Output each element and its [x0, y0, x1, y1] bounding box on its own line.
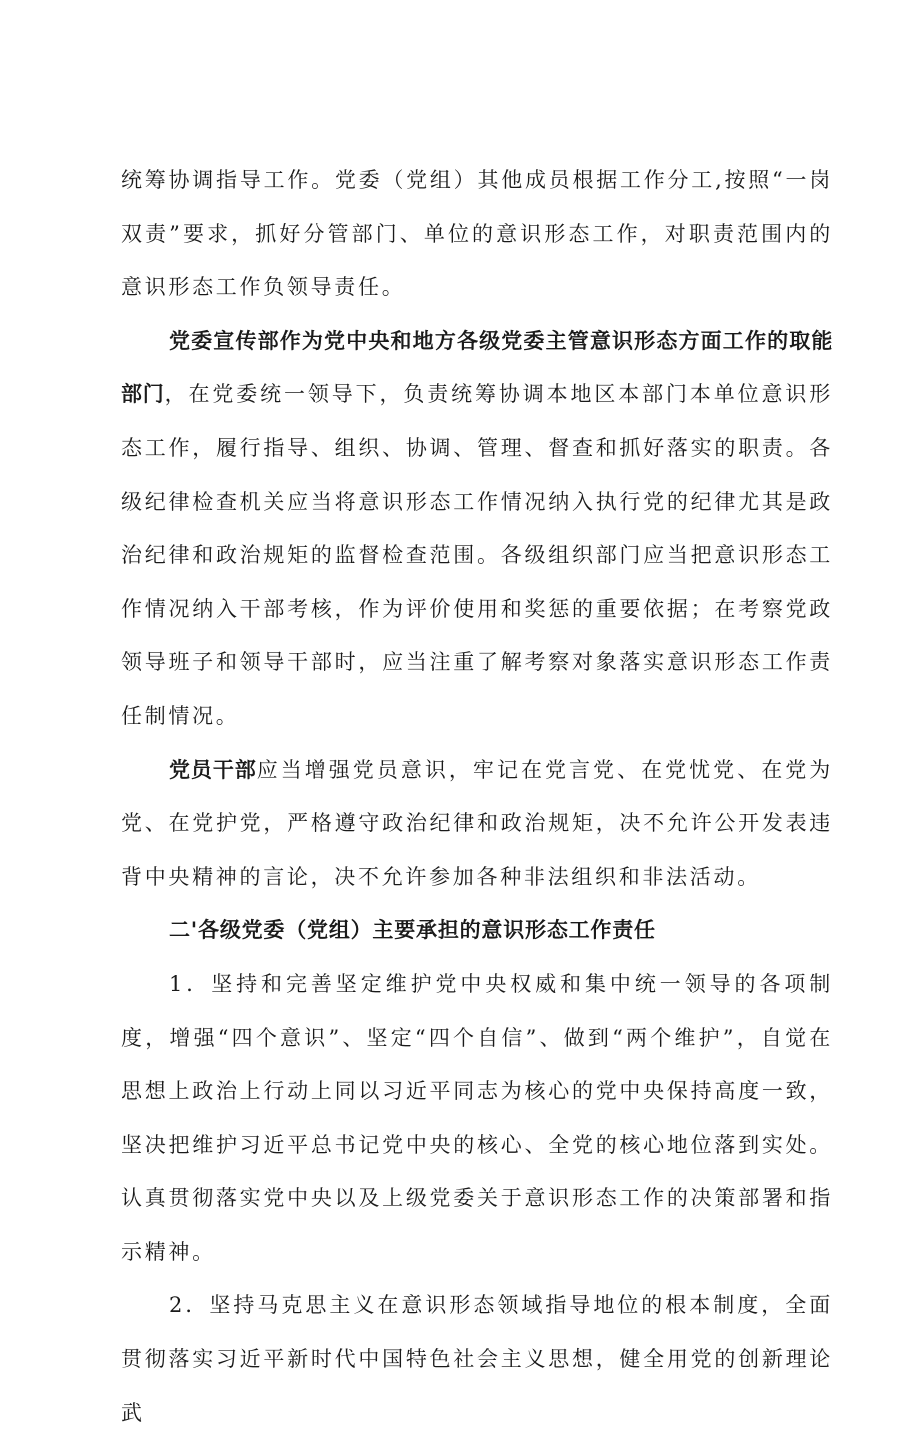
paragraph-lead-bold: 党委宣传部作为党中央和地方各级党委主管意识形态方面工作的取能部门	[121, 328, 833, 407]
paragraph-text: 统筹协调指导工作。党委（党组）其他成员根据工作分工,按照“一岗双责”要求，抓好分管部门、单位的意识形态工作，对职责范围内的意识形态工作负领导责任。	[121, 168, 833, 300]
paragraph-continuation	[121, 154, 833, 315]
paragraph-text: 应当增强党员意识，牢记在党言党、在党忧党、在党为党、在党护党，严格遵守政治纪律和政治规矩，决不允许公开发表违背中央精神的言论，决不允许参加各种非法组织和非法活动。	[121, 757, 833, 889]
paragraph-party-cadres	[121, 744, 833, 905]
section-heading: 二'各级党委（党组）主要承担的意识形态工作责任	[169, 918, 656, 943]
paragraph-lead-bold: 党员干部	[169, 757, 257, 782]
document-body	[121, 154, 833, 1440]
paragraph-text: ，在党委统一领导下，负责统筹协调本地区本部门本单位意识形态工作，履行指导、组织、协调、管理、督查和抓好落实的职责。各级纪律检查机关应当将意识形态工作情况纳入执行党的纪律尤其是政治纪律和政治规矩的监督检查范围。各级组织部门应当把意识形态工作情况纳入干部考核，作为评价使用和奖惩的重要依据；在考察党政领导班子和领导干部时，应当注重了解考察对象落实意识形态工作责任制情况。	[121, 382, 833, 728]
paragraph-propaganda-department	[121, 315, 833, 744]
numbered-item-1: 1．坚持和完善坚定维护党中央权威和集中统一领导的各项制度，增强“四个意识”、坚定“四个自信”、做到“两个维护”，自觉在思想上政治上行动上同以习近平同志为核心的党中央保持高度一致，坚决把维护习近平总书记党中央的核心、全党的核心地位落到实处。认真贯彻落实党中央以及上级党委关于意识形态工作的决策部署和指示精神。	[121, 971, 833, 1264]
numbered-item-2: 2．坚持马克思主义在意识形态领域指导地位的根本制度，全面贯彻落实习近平新时代中国特色社会主义思想，健全用党的创新理论武	[121, 1293, 833, 1425]
